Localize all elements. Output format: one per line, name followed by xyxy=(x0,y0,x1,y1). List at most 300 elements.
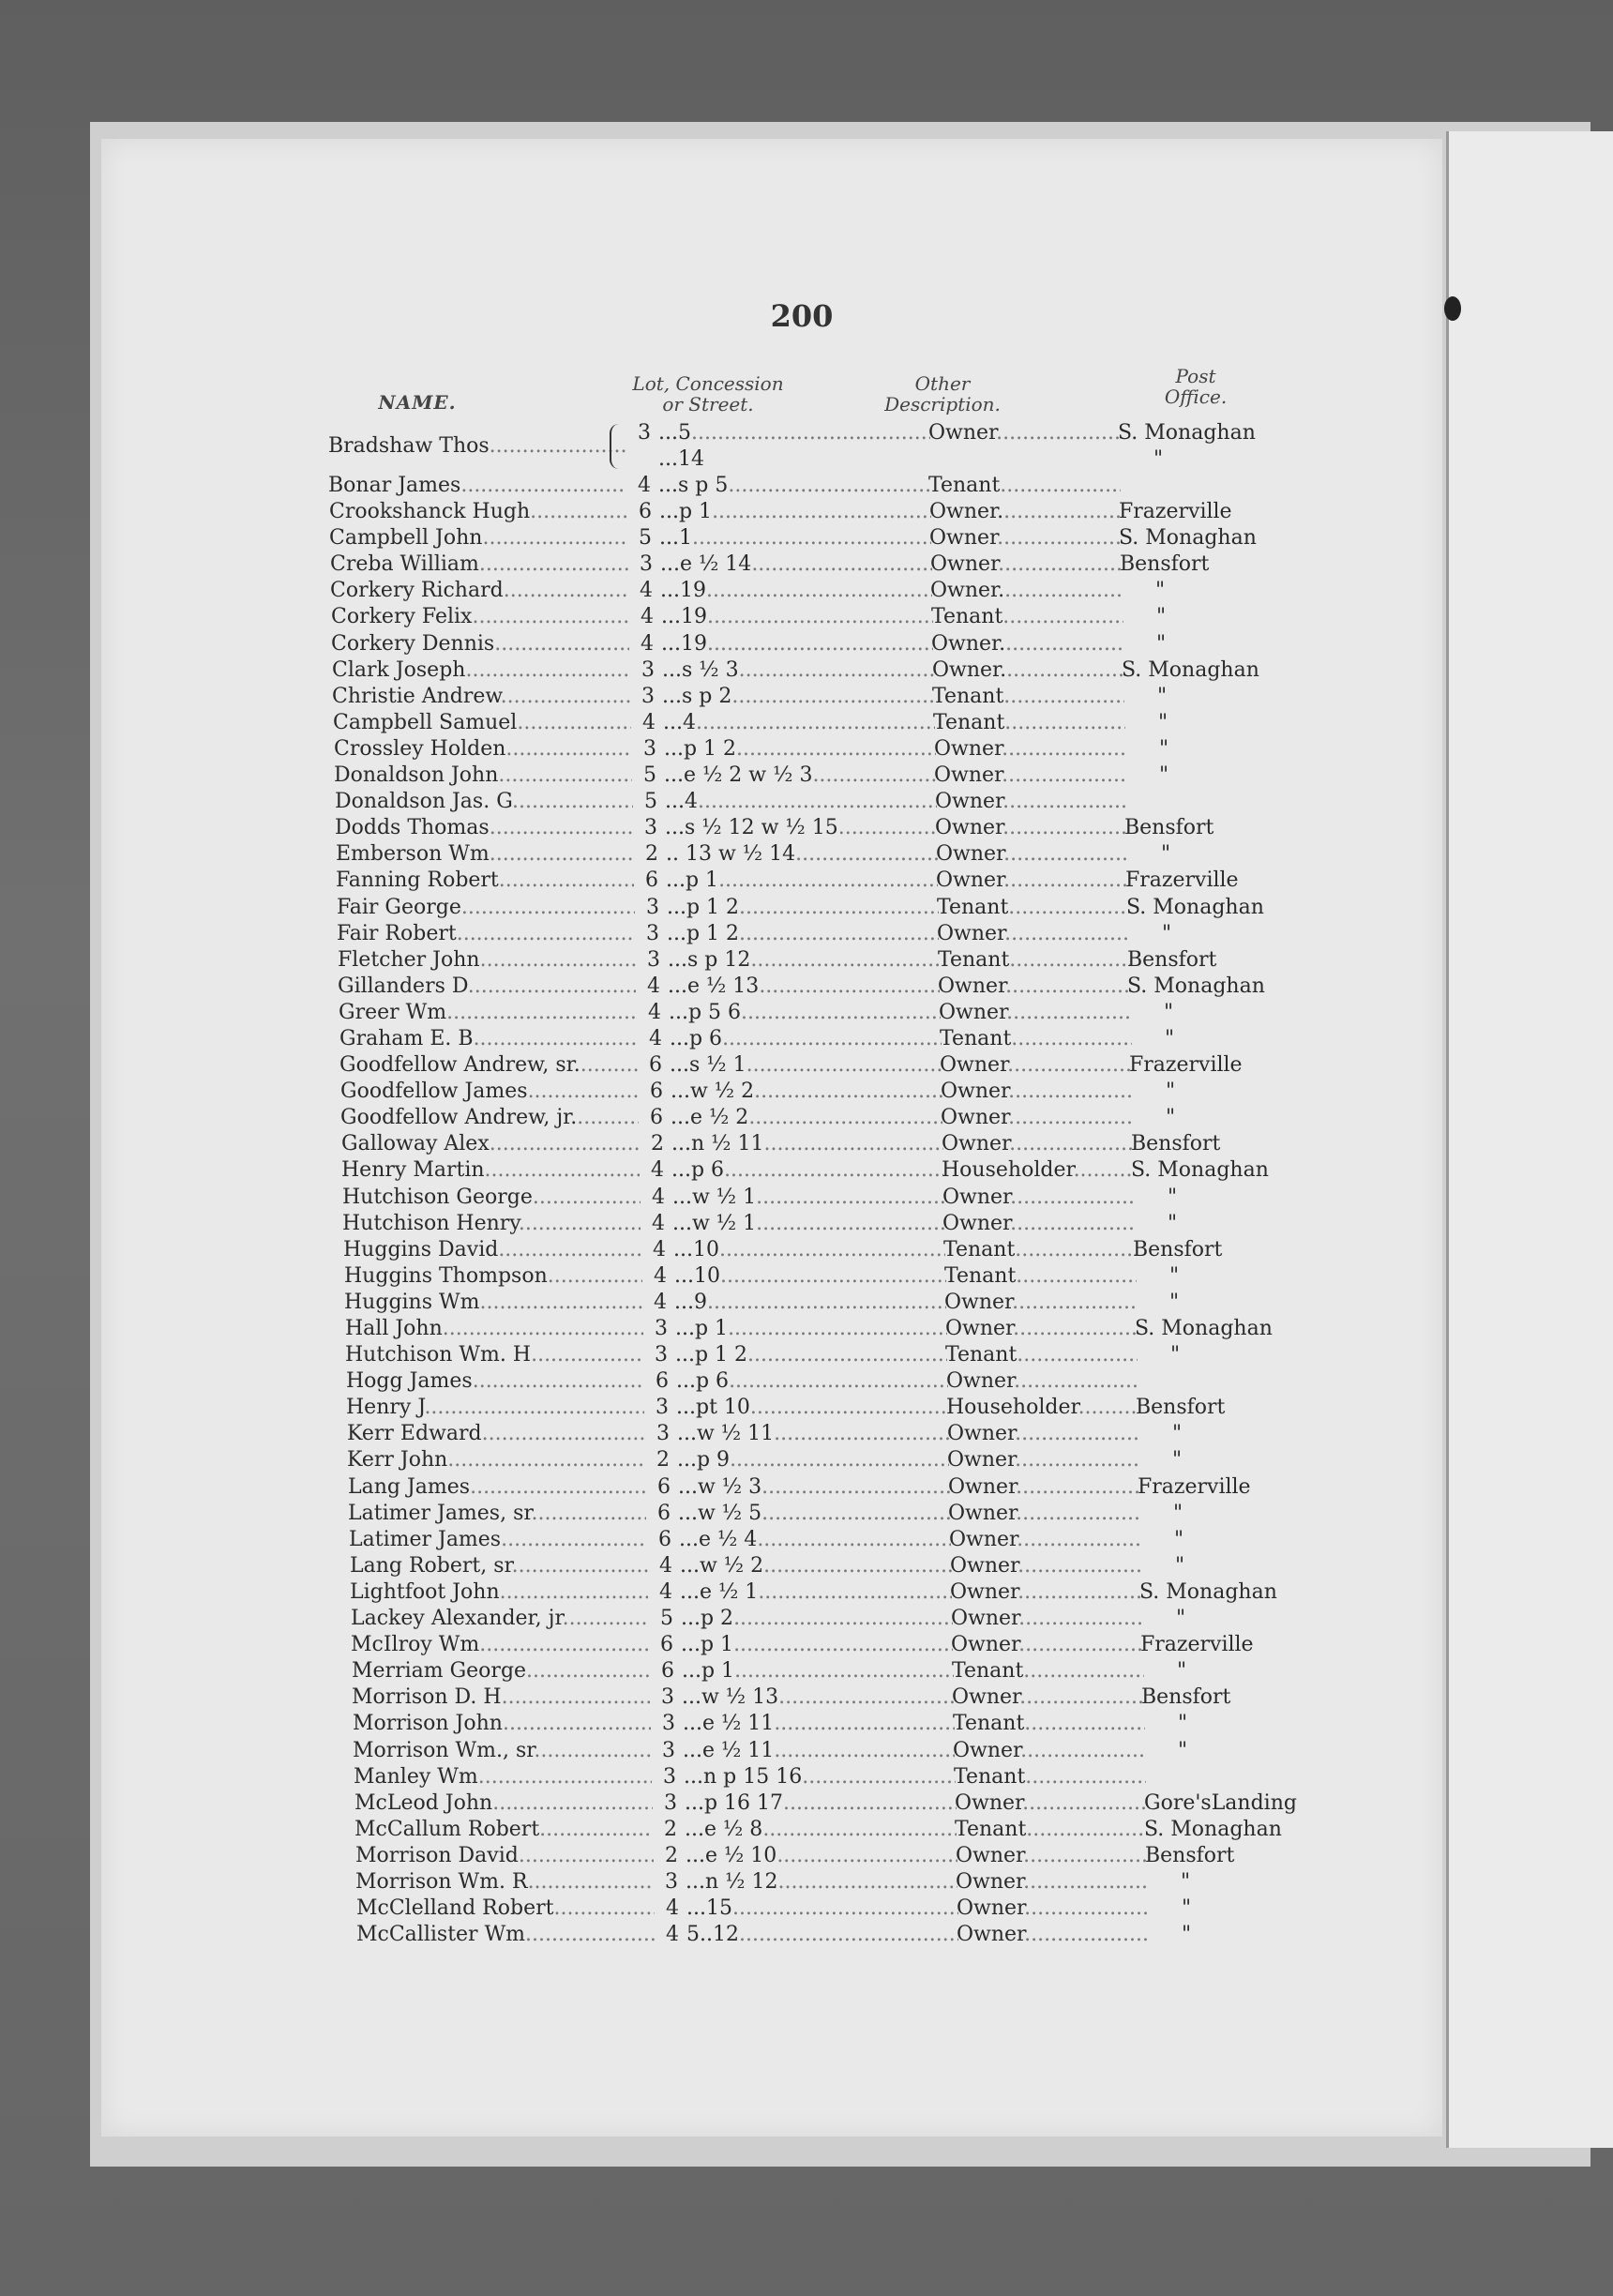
entry-description: Owner ..... xyxy=(929,525,1122,551)
list-item xyxy=(350,1579,1313,1606)
entry-name: Henry Martin ..... xyxy=(341,1157,640,1184)
list-item xyxy=(342,1185,1313,1211)
entry-lot: ...w ½ 5 ..... xyxy=(678,1501,950,1527)
entry-name: Bradshaw Thos ..... xyxy=(328,433,626,460)
entry-name: Campbell John ..... xyxy=(329,525,627,551)
entry-post-office: Frazerville xyxy=(1129,1053,1243,1078)
column-header-description xyxy=(877,373,1008,415)
entry-post-office: " xyxy=(1166,1080,1176,1104)
list-item xyxy=(338,974,1313,1000)
entry-lot: ...p 5 6 ..... xyxy=(669,1000,941,1026)
entry-concession: 3 xyxy=(646,895,659,919)
entry-description: Owner ..... xyxy=(949,1527,1141,1553)
entry-post-office: S. Monaghan xyxy=(1122,657,1259,682)
entry-lot: ...w ½ 2 ..... xyxy=(680,1553,952,1579)
list-item xyxy=(333,710,1313,736)
entry-post-office: Bensfort xyxy=(1145,1843,1235,1867)
header-desc-line2: Description. xyxy=(884,393,1001,415)
entry-description: Owner ..... xyxy=(945,1316,1138,1342)
entry-name: Hutchison George ..... xyxy=(342,1185,641,1211)
entry-concession: 6 xyxy=(656,1369,669,1394)
entry-description: Owner ..... xyxy=(948,1474,1140,1501)
entry-lot: ...s p 5 ..... xyxy=(658,473,930,499)
list-item xyxy=(356,1896,1313,1922)
entry-name: Fanning Robert ..... xyxy=(336,868,634,894)
entry-post-office: " xyxy=(1178,1712,1188,1736)
entry-concession: 3 xyxy=(662,1712,675,1736)
entry-lot: ...e ½ 13 ..... xyxy=(668,974,940,1000)
entry-concession: 6 xyxy=(649,1053,662,1078)
entry-description: Owner ..... xyxy=(946,1368,1138,1395)
entry-name: Clark Joseph ..... xyxy=(332,657,630,684)
entry-post-office: Bensfort xyxy=(1124,816,1214,840)
list-item xyxy=(339,1052,1313,1079)
entry-description: Owner ..... xyxy=(950,1579,1142,1606)
entry-name: Fair Robert ..... xyxy=(337,921,635,947)
entry-post-office: S. Monaghan xyxy=(1126,895,1264,919)
entry-lot: ...w ½ 13 ..... xyxy=(682,1684,954,1711)
entry-concession: 5 xyxy=(644,790,657,814)
list-item xyxy=(354,1817,1313,1843)
entry-concession: 6 xyxy=(650,1080,663,1104)
entry-post-office: Frazerville xyxy=(1125,869,1239,893)
entry-name: Lang James ..... xyxy=(348,1474,646,1501)
entry-post-office: " xyxy=(1159,763,1169,788)
entry-post-office: " xyxy=(1178,1738,1188,1762)
list-item xyxy=(348,1501,1313,1527)
list-item xyxy=(347,1447,1313,1473)
entry-post-office: " xyxy=(1158,710,1168,734)
entry-lot: ...19 ..... xyxy=(661,631,933,657)
entry-name: Creba William ..... xyxy=(330,551,628,578)
entry-lot: ...n ½ 12 ..... xyxy=(686,1869,957,1896)
list-item xyxy=(352,1658,1313,1684)
list-item xyxy=(351,1632,1313,1658)
entry-description: Tenant ..... xyxy=(954,1764,1146,1790)
entry-lot: ...e ½ 11 ..... xyxy=(683,1738,955,1764)
entry-concession: 6 xyxy=(661,1659,674,1684)
entry-lot: ...e ½ 14 ..... xyxy=(660,551,932,578)
entry-lot: ...p 1 2 ..... xyxy=(667,895,939,921)
list-item xyxy=(328,420,1313,473)
header-post-line2: Office. xyxy=(1164,385,1228,408)
list-item xyxy=(334,763,1313,789)
entry-post-office: S. Monaghan xyxy=(1144,1817,1282,1841)
entry-name: Latimer James ..... xyxy=(349,1527,647,1553)
entry-concession: 4 xyxy=(666,1923,679,1947)
entry-post-office-ditto: " xyxy=(1153,447,1164,471)
entry-lot: ...w ½ 3 ..... xyxy=(678,1474,950,1501)
list-item xyxy=(348,1474,1313,1501)
entry-concession: 3 xyxy=(656,1422,670,1446)
entry-concession: 4 xyxy=(653,1237,666,1261)
entry-name: Corkery Felix ..... xyxy=(331,604,629,630)
list-item xyxy=(339,1026,1313,1052)
entry-concession: 5 xyxy=(643,763,656,788)
list-item xyxy=(355,1869,1313,1896)
entry-lot: ...p 1 ..... xyxy=(681,1632,953,1658)
list-item xyxy=(332,684,1313,710)
list-item xyxy=(345,1342,1313,1368)
entry-post-office: " xyxy=(1176,1607,1186,1631)
entry-concession: 5 xyxy=(639,526,652,551)
list-item xyxy=(350,1553,1313,1579)
entry-post-office: " xyxy=(1182,1923,1192,1947)
entry-description: Owner ..... xyxy=(938,974,1130,1000)
list-item xyxy=(343,1237,1313,1263)
entry-description: Householder ..... xyxy=(946,1395,1138,1421)
entry-lot: ...e ½ 1 ..... xyxy=(680,1579,952,1606)
entry-concession: 5 xyxy=(660,1607,673,1631)
entry-lot: ...10 ..... xyxy=(674,1263,946,1290)
entry-post-office: " xyxy=(1157,684,1168,708)
entry-description: Tenant ..... xyxy=(937,895,1129,921)
entry-description: Owner ..... xyxy=(942,1185,1135,1211)
entry-lot: ...4 ..... xyxy=(665,789,937,815)
entry-lot: ...pt 10 ..... xyxy=(676,1395,948,1421)
list-item xyxy=(337,895,1313,921)
entry-concession: 6 xyxy=(658,1527,671,1551)
entry-post-office: " xyxy=(1169,1263,1180,1288)
entry-description: Owner. ..... xyxy=(932,657,1124,684)
entry-concession: 3 xyxy=(656,1396,669,1420)
entry-name: Hall John ..... xyxy=(345,1316,643,1342)
entry-name: Hutchison Henry ..... xyxy=(342,1211,641,1237)
entry-post-office: " xyxy=(1172,1448,1183,1473)
list-item xyxy=(354,1790,1313,1817)
entry-post-office: " xyxy=(1168,1211,1178,1235)
entry-lot: ...e ½ 2 w ½ 3 ..... xyxy=(664,763,936,789)
entry-description: Tenant ..... xyxy=(928,473,1121,499)
entry-lot: ...s ½ 1 ..... xyxy=(670,1052,942,1079)
entry-post-office: Gore'sLanding xyxy=(1144,1790,1297,1815)
entry-concession: 6 xyxy=(657,1474,671,1499)
entry-concession: 6 xyxy=(645,869,658,893)
entry-description: Owner. ..... xyxy=(929,499,1122,525)
entry-concession: 4 xyxy=(652,1185,665,1209)
entry-description: Tenant ..... xyxy=(955,1817,1147,1843)
list-item xyxy=(329,525,1313,551)
entry-concession: 3 xyxy=(655,1317,668,1340)
entry-lot: ...10 ..... xyxy=(673,1237,945,1263)
entry-lot: ...n ½ 11 ..... xyxy=(671,1131,943,1157)
list-item xyxy=(340,1079,1313,1105)
list-item xyxy=(331,631,1313,657)
entry-name: Huggins Thompson ..... xyxy=(344,1263,642,1290)
entry-concession: 4 xyxy=(654,1290,667,1314)
entry-description: Owner. ..... xyxy=(930,578,1123,604)
entry-lot: ...p 6 ..... xyxy=(671,1157,943,1184)
binding-mark xyxy=(1444,296,1461,321)
entry-name: Morrison D. H ..... xyxy=(352,1684,650,1711)
entry-description: Owner ..... xyxy=(956,1843,1148,1869)
entry-description: Tenant ..... xyxy=(952,1658,1144,1684)
list-item xyxy=(344,1263,1313,1290)
entry-lot: ...p 16 17 ..... xyxy=(685,1790,957,1817)
entry-lot: ...1 ..... xyxy=(659,525,931,551)
entry-description: Tenant ..... xyxy=(932,684,1124,710)
entry-concession: 3 xyxy=(646,921,659,945)
entry-post-office: " xyxy=(1170,1343,1181,1367)
entry-description: Owner ..... xyxy=(951,1632,1143,1658)
entry-name: McClelland Robert ..... xyxy=(356,1896,655,1922)
entry-name: Christie Andrew ..... xyxy=(332,684,630,710)
entry-post-office: " xyxy=(1156,605,1167,629)
entry-name: Goodfellow Andrew, sr. ..... xyxy=(339,1052,638,1079)
entry-concession: 3 xyxy=(641,684,655,708)
entry-name: Emberson Wm ..... xyxy=(336,841,634,868)
entry-description: Tenant ..... xyxy=(944,1263,1137,1290)
entry-name: Morrison David ..... xyxy=(355,1843,654,1869)
entry-description: Owner ..... xyxy=(937,921,1129,947)
entry-lot: ...p 6 ..... xyxy=(676,1368,948,1395)
entry-name: Manley Wm ..... xyxy=(354,1764,652,1790)
list-item xyxy=(345,1316,1313,1342)
entry-name: Kerr John ..... xyxy=(347,1447,645,1473)
list-item xyxy=(328,473,1313,499)
entry-concession: 4 xyxy=(642,710,656,734)
entry-concession: 2 xyxy=(664,1817,677,1841)
list-item xyxy=(353,1738,1313,1764)
entry-concession: 4 xyxy=(666,1896,679,1921)
entry-post-office: Frazerville xyxy=(1119,500,1232,524)
entry-lot: ...s ½ 12 w ½ 15 ..... xyxy=(665,815,937,841)
entry-description: Owner ..... xyxy=(941,1079,1133,1105)
entry-post-office: " xyxy=(1162,921,1172,945)
entry-concession: 6 xyxy=(660,1633,673,1657)
entry-description: Tenant ..... xyxy=(940,1026,1132,1052)
entry-post-office: " xyxy=(1165,1026,1175,1050)
entry-description: Owner ..... xyxy=(957,1896,1149,1922)
entry-description: Owner ..... xyxy=(950,1553,1142,1579)
entry-name: Henry J ..... xyxy=(346,1395,644,1421)
entry-concession: 2 xyxy=(665,1843,678,1867)
entry-post-office: Bensfort xyxy=(1136,1396,1226,1420)
entry-concession: 6 xyxy=(650,1106,663,1130)
entry-description: Owner ..... xyxy=(947,1421,1139,1447)
entry-concession: 3 xyxy=(665,1869,678,1894)
entry-description: Owner ..... xyxy=(957,1922,1149,1948)
entry-lot: ...e ½ 8 ..... xyxy=(685,1817,957,1843)
entry-concession: 3 xyxy=(644,816,657,840)
entry-post-office: S. Monaghan xyxy=(1118,421,1256,445)
entry-concession: 3 xyxy=(640,552,653,577)
list-item xyxy=(338,947,1313,974)
entry-lot: ...n p 15 16 ..... xyxy=(684,1764,956,1790)
list-item xyxy=(346,1368,1313,1395)
list-item xyxy=(349,1527,1313,1553)
entry-post-office: " xyxy=(1175,1553,1185,1578)
entry-concession: 4 xyxy=(654,1263,667,1288)
entry-concession: 2 xyxy=(656,1448,670,1473)
list-item xyxy=(335,815,1313,841)
entry-post-office: " xyxy=(1161,842,1171,867)
list-item xyxy=(354,1764,1313,1790)
entry-post-office: S. Monaghan xyxy=(1127,974,1265,998)
entry-description: Tenant ..... xyxy=(943,1237,1136,1263)
entry-concession: 3 xyxy=(647,947,660,972)
entry-post-office: " xyxy=(1181,1869,1191,1894)
entry-description: Owner. ..... xyxy=(931,631,1123,657)
entry-description: Owner ..... xyxy=(936,868,1128,894)
entry-post-office: " xyxy=(1182,1896,1192,1921)
entry-name: Morrison Wm., sr ..... xyxy=(353,1738,651,1764)
entry-post-office: Frazerville xyxy=(1140,1633,1254,1657)
entry-description: Tenant ..... xyxy=(953,1711,1145,1737)
entry-post-office: Frazerville xyxy=(1138,1474,1251,1499)
entry-name: Crookshanck Hugh ..... xyxy=(329,499,627,525)
entry-description: Tenant ..... xyxy=(938,947,1130,974)
entry-description: Owner ..... xyxy=(947,1447,1139,1473)
entry-post-office: S. Monaghan xyxy=(1135,1317,1273,1340)
list-item xyxy=(353,1711,1313,1737)
entry-name: Merriam George ..... xyxy=(352,1658,650,1684)
entry-concession: 6 xyxy=(657,1501,671,1525)
entry-description: Owner ..... xyxy=(939,1000,1131,1026)
header-desc-line1: Other xyxy=(914,372,971,395)
entry-name: Lackey Alexander, jr ..... xyxy=(351,1606,649,1632)
entry-description: Owner ..... xyxy=(942,1131,1134,1157)
entry-name: McLeod John ..... xyxy=(354,1790,653,1817)
entry-concession: 4 xyxy=(641,631,654,656)
list-item xyxy=(341,1157,1313,1184)
entry-concession: 3 xyxy=(655,1343,668,1367)
entry-lot: ...e ½ 11 ..... xyxy=(683,1711,955,1737)
list-item xyxy=(344,1290,1313,1316)
list-item xyxy=(331,604,1313,630)
entry-description: Owner ..... xyxy=(928,420,1121,446)
entry-concession: 3 xyxy=(664,1790,677,1815)
entry-description: Tenant ..... xyxy=(931,604,1123,630)
entry-lot: ...w ½ 1 ..... xyxy=(672,1211,944,1237)
list-item xyxy=(352,1684,1313,1711)
entry-name: Morrison John ..... xyxy=(353,1711,651,1737)
entry-post-office: " xyxy=(1168,1185,1178,1209)
entry-description: Owner ..... xyxy=(956,1869,1148,1896)
entry-lot: ...15 ..... xyxy=(686,1896,958,1922)
entry-name: Corkery Dennis ..... xyxy=(331,631,629,657)
entry-concession: 4 xyxy=(640,579,653,603)
entry-description: Owner ..... xyxy=(953,1738,1145,1764)
list-item xyxy=(336,868,1313,894)
entry-lot: ...p 2 ..... xyxy=(681,1606,953,1632)
entry-lot: ...e ½ 10 ..... xyxy=(686,1843,957,1869)
entry-lot: ...s p 12 ..... xyxy=(668,947,940,974)
entry-lot: ...19 ..... xyxy=(660,578,932,604)
entry-lot: ...p 6 ..... xyxy=(670,1026,942,1052)
entry-description: Owner ..... xyxy=(955,1790,1147,1817)
entry-lot: ...e ½ 4 ..... xyxy=(679,1527,951,1553)
entry-name: McIlroy Wm ..... xyxy=(351,1632,649,1658)
list-item xyxy=(332,657,1313,684)
entry-lot: ...9 ..... xyxy=(674,1290,946,1316)
entry-name: Hutchison Wm. H ..... xyxy=(345,1342,643,1368)
list-item xyxy=(342,1211,1313,1237)
list-item xyxy=(337,921,1313,947)
entry-post-office: " xyxy=(1174,1527,1184,1551)
entry-lot-second: ...14 xyxy=(658,447,704,471)
entry-name: McCallister Wm ..... xyxy=(356,1922,655,1948)
list-item xyxy=(330,578,1313,604)
entry-post-office: " xyxy=(1164,1000,1174,1024)
entry-description: Owner ..... xyxy=(940,1052,1132,1079)
entry-name: Graham E. B ..... xyxy=(339,1026,638,1052)
entry-description: Owner ..... xyxy=(934,736,1126,763)
entry-concession: 4 xyxy=(652,1211,665,1235)
list-item xyxy=(341,1131,1313,1157)
list-item xyxy=(351,1606,1313,1632)
entry-name: Dodds Thomas ..... xyxy=(335,815,633,841)
entry-lot: ...s ½ 3 ..... xyxy=(662,657,934,684)
entry-concession: 4 xyxy=(659,1579,672,1604)
directory-list xyxy=(328,420,1313,1948)
list-item xyxy=(346,1395,1313,1421)
entry-description: Owner ..... xyxy=(934,763,1126,789)
entry-lot: ...w ½ 1 ..... xyxy=(672,1185,944,1211)
entry-description: Owner ..... xyxy=(942,1211,1135,1237)
entry-concession: 3 xyxy=(662,1738,675,1762)
list-item xyxy=(329,499,1313,525)
entry-post-office: " xyxy=(1156,631,1167,656)
entry-lot: ...w ½ 11 ..... xyxy=(677,1421,949,1447)
facing-page xyxy=(1446,131,1613,2148)
entry-name: Greer Wm ..... xyxy=(339,1000,637,1026)
entry-lot: .. 13 w ½ 14 ..... xyxy=(666,841,938,868)
entry-concession: 4 xyxy=(649,1026,662,1050)
column-header-name xyxy=(366,392,469,413)
entry-post-office: " xyxy=(1166,1106,1176,1130)
brace-icon xyxy=(610,424,625,469)
entry-post-office: " xyxy=(1177,1659,1187,1684)
entry-concession: 4 xyxy=(659,1553,672,1578)
entry-description: Owner ..... xyxy=(935,789,1127,815)
header-lot-line1: Lot, Concession xyxy=(632,372,784,395)
list-item xyxy=(355,1843,1313,1869)
entry-lot: ...s p 2 ..... xyxy=(662,684,934,710)
entry-post-office: " xyxy=(1172,1422,1183,1446)
entry-name: Morrison Wm. R ..... xyxy=(355,1869,654,1896)
list-item xyxy=(330,551,1313,578)
entry-lot: ...p 1 2 ..... xyxy=(675,1342,947,1368)
header-name-text: NAME. xyxy=(378,391,457,414)
entry-name: Donaldson John ..... xyxy=(334,763,632,789)
entry-concession: 4 xyxy=(641,605,654,629)
entry-name: Fletcher John ..... xyxy=(338,947,636,974)
entry-name: Galloway Alex ..... xyxy=(341,1131,640,1157)
entry-post-office: " xyxy=(1159,736,1169,761)
entry-name: Hogg James ..... xyxy=(346,1368,644,1395)
entry-concession: 3 xyxy=(641,657,655,682)
page-number: 200 xyxy=(770,298,834,334)
entry-post-office: " xyxy=(1169,1290,1180,1314)
column-header-post-office xyxy=(1144,366,1247,407)
entry-concession: 2 xyxy=(645,842,658,867)
entry-post-office: S. Monaghan xyxy=(1139,1579,1277,1604)
entry-concession: 4 xyxy=(648,1000,661,1024)
entry-lot: ...p 9 ..... xyxy=(677,1447,949,1473)
entry-name: Gillanders D ..... xyxy=(338,974,636,1000)
entry-description: Tenant ..... xyxy=(945,1342,1138,1368)
entry-name: Bonar James ..... xyxy=(328,473,626,499)
list-item xyxy=(334,736,1313,763)
entry-lot: ...p 1 ..... xyxy=(682,1658,954,1684)
entry-name: Campbell Samuel ..... xyxy=(333,710,631,736)
entry-name: Crossley Holden ..... xyxy=(334,736,632,763)
entry-concession: 6 xyxy=(639,500,652,524)
entry-concession: 4 xyxy=(647,974,660,998)
header-lot-line2: or Street. xyxy=(662,393,754,415)
entry-concession: 4 xyxy=(638,474,651,497)
